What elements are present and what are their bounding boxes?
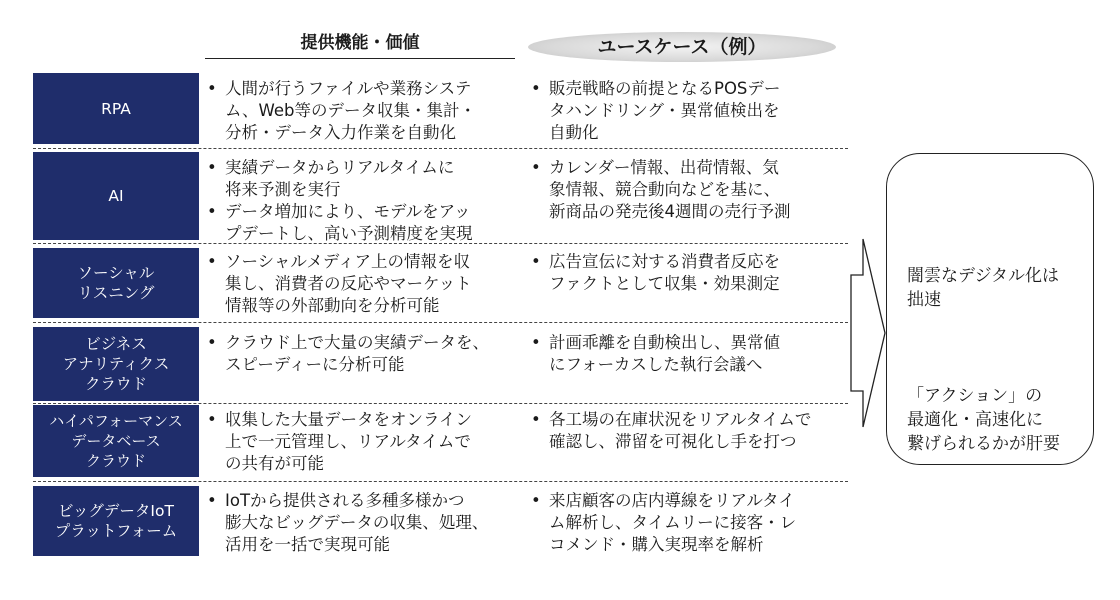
conclusion-box	[886, 153, 1094, 465]
row-divider	[33, 148, 848, 149]
use-case-cell-business-analytics-cloud	[529, 332, 849, 376]
use-case-cell-big-data-iot-platform	[529, 490, 849, 556]
category-big-data-iot-platform: ビッグデータIoT プラットフォーム	[33, 486, 199, 556]
functions-cell-business-analytics-cloud	[205, 332, 527, 376]
use-cases-header: ユースケース（例）	[528, 32, 836, 62]
conclusion-text-1: 闇雲なデジタル化は 拙速	[907, 266, 1059, 310]
functions-cell-rpa	[205, 78, 527, 144]
row-divider	[33, 403, 848, 404]
use-case-bullet: • 販売戦略の前提となるPOSデー タハンドリング・異常値検出を 自動化	[529, 78, 849, 144]
use-case-bullet: • 各工場の在庫状況をリアルタイムで 確認し、滞留を可視化し手を打つ	[529, 409, 849, 453]
functions-header: 提供機能・価値	[205, 28, 515, 59]
functions-cell-high-performance-database-cloud	[205, 409, 527, 475]
functions-cell-ai	[205, 157, 527, 245]
category-high-performance-database-cloud: ハイパフォーマンス データベース クラウド	[33, 405, 199, 477]
category-social-listening: ソーシャル リスニング	[33, 248, 199, 318]
use-case-cell-social-listening	[529, 251, 849, 295]
function-bullet: • 人間が行うファイルや業務システ ム、Web等のデータ収集・集計・ 分析・データ入力作業を自動化	[205, 78, 527, 144]
use-case-cell-high-performance-database-cloud	[529, 409, 849, 453]
function-bullet: • 実績データからリアルタイムに 将来予測を実行	[205, 157, 527, 201]
row-divider	[33, 243, 848, 244]
function-bullet: • 収集した大量データをオンライン 上で一元管理し、リアルタイムで の共有が可能	[205, 409, 527, 475]
category-business-analytics-cloud: ビジネス アナリティクス クラウド	[33, 327, 199, 401]
category-ai: AI	[33, 152, 199, 240]
functions-cell-big-data-iot-platform	[205, 490, 527, 556]
use-case-cell-ai	[529, 157, 849, 223]
functions-cell-social-listening	[205, 251, 527, 317]
category-rpa: RPA	[33, 73, 199, 144]
right-arrow-icon	[850, 238, 886, 428]
function-bullet: • データ増加により、モデルをアッ プデートし、高い予測精度を実現	[205, 201, 527, 245]
use-case-bullet: • 来店顧客の店内導線をリアルタイ ム解析し、タイムリーに接客・レ コメンド・購入実現率を解析	[529, 490, 849, 556]
use-case-cell-rpa	[529, 78, 849, 144]
function-bullet: • クラウド上で大量の実績データを、 スピーディーに分析可能	[205, 332, 527, 376]
use-case-bullet: • 広告宣伝に対する消費者反応を ファクトとして収集・効果測定	[529, 251, 849, 295]
row-divider	[33, 322, 848, 323]
function-bullet: • ソーシャルメディア上の情報を収 集し、消費者の反応やマーケット 情報等の外部動向を分析可能	[205, 251, 527, 317]
use-case-bullet: • 計画乖離を自動検出し、異常値 にフォーカスした執行会議へ	[529, 332, 849, 376]
row-divider	[33, 481, 848, 482]
use-case-bullet: • カレンダー情報、出荷情報、気 象情報、競合動向などを基に、 新商品の発売後4週間の売行予測	[529, 157, 849, 223]
function-bullet: • IoTから提供される多種多様かつ 膨大なビッグデータの収集、処理、 活用を一括で実現可能	[205, 490, 527, 556]
conclusion-text-2: 「アクション」の 最適化・高速化に 繋げられるかが肝要	[907, 386, 1060, 454]
